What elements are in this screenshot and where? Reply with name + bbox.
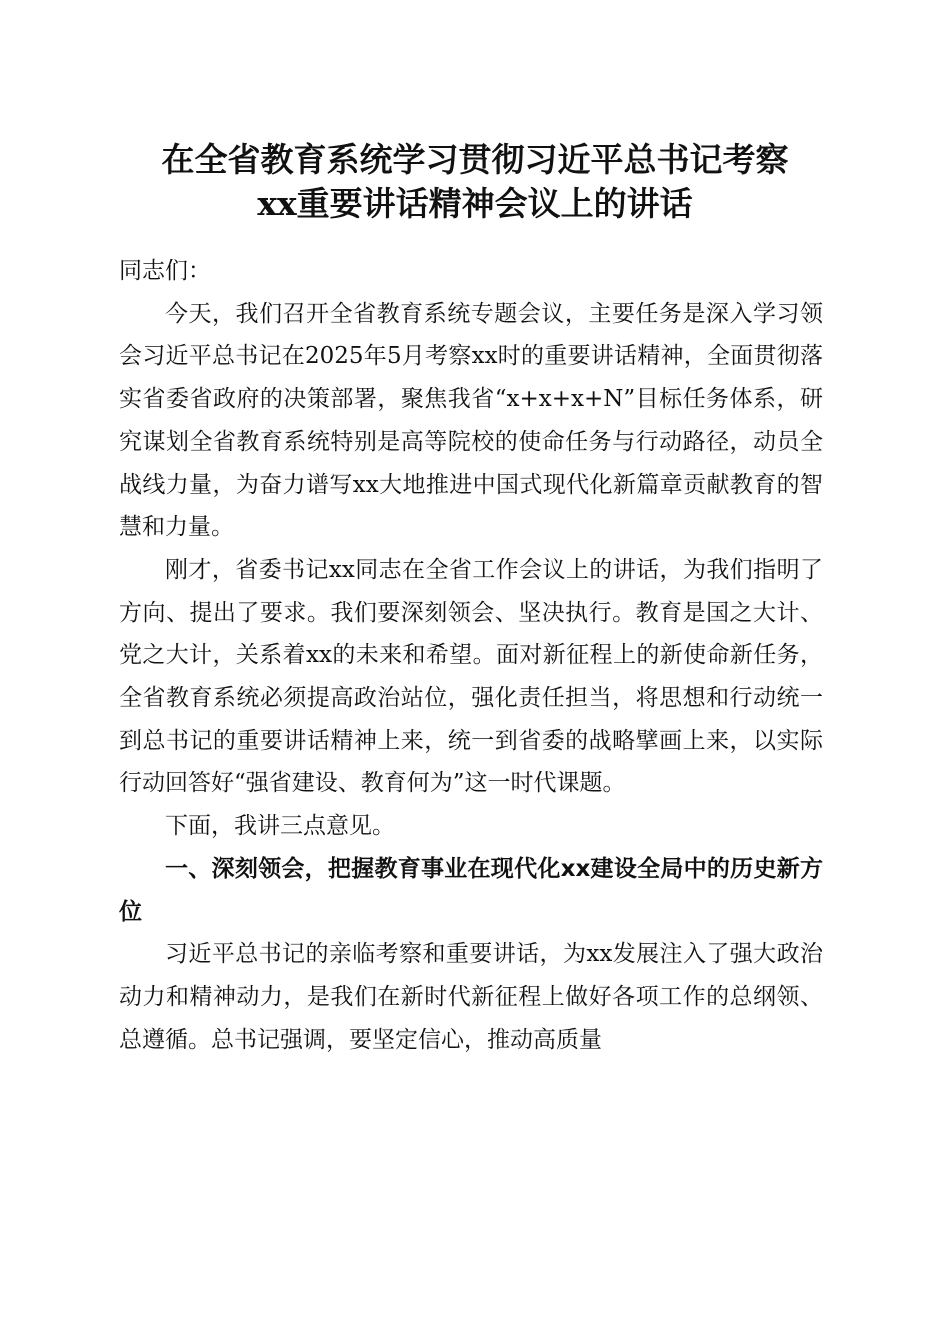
- section-1-paragraph: 习近平总书记的亲临考察和重要讲话，为xx发展注入了强大政治动力和精神动力，是我们在新时代新征程上做好各项工作的总纲领、总遵循。总书记强调，要坚定信心，推动高质量: [119, 941, 823, 1053]
- paragraph-intro: 今天，我们召开全省教育系统专题会议，主要任务是深入学习领会习近平总书记在2025年5月考察xx时的重要讲话精神，全面贯彻落实省委省政府的决策部署，聚焦我省“x+x+x+N”目标任务体系，研究谋划全省教育系统特别是高等院校的使命任务与行动路径，动员全战线力量，为奋力谱写xx大地推进中国式现代化新篇章贡献教育的智慧和力量。: [119, 300, 823, 541]
- section-1-heading: 一、深刻领会，把握教育事业在现代化xx建设全局中的历史新方位: [119, 855, 823, 925]
- title-line-2: xx重要讲话精神会议上的讲话: [257, 184, 693, 223]
- salutation: 同志们：: [119, 258, 211, 284]
- paragraph-three-points: 下面，我讲三点意见。: [165, 813, 395, 840]
- document-title: [100, 138, 850, 226]
- document-body: [119, 250, 823, 1061]
- paragraph-direction: 刚才，省委书记xx同志在全省工作会议上的讲话，为我们指明了方向、提出了要求。我们要深刻领会、坚决执行。教育是国之大计、党之大计，关系着xx的未来和希望。面对新征程上的新使命新任务，全省教育系统必须提高政治站位，强化责任担当，将思想和行动统一到总书记的重要讲话精神上来，统一到省委的战略擘画上来，以实际行动回答好“强省建设、教育何为”这一时代课题。: [119, 556, 823, 797]
- title-line-1: 在全省教育系统学习贯彻习近平总书记考察: [161, 140, 789, 179]
